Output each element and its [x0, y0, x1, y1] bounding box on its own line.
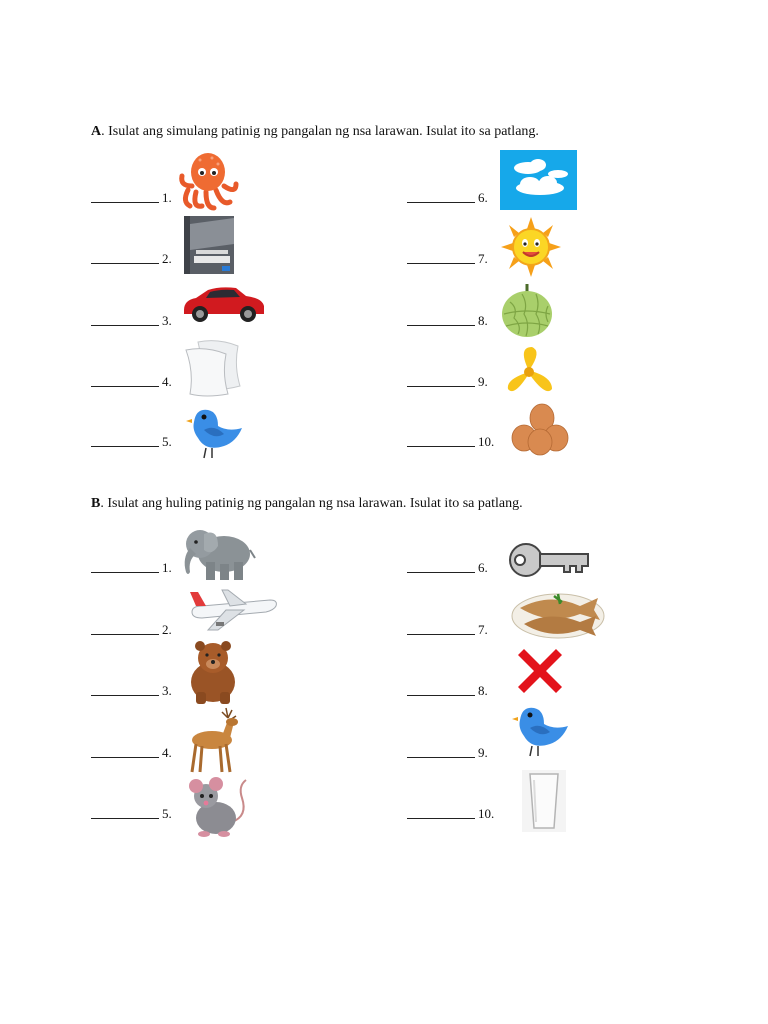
- answer-blank[interactable]: [91, 757, 159, 758]
- section-b-letter: B: [91, 496, 101, 511]
- answer-blank[interactable]: [91, 818, 159, 819]
- section-b-instruction: [91, 496, 523, 512]
- bird-icon: [510, 702, 572, 760]
- item-number: 6.: [478, 560, 488, 575]
- book-icon: [182, 214, 238, 276]
- section-a-letter: A: [91, 124, 102, 139]
- sugar-apple-icon: [500, 282, 554, 338]
- elephant-icon: [178, 524, 256, 582]
- pillow-icon: [182, 336, 244, 396]
- item-number: 6.: [478, 190, 488, 205]
- item-number: 10.: [478, 806, 495, 821]
- deer-icon: [186, 706, 242, 776]
- answer-blank[interactable]: [91, 695, 159, 696]
- answer-blank[interactable]: [91, 446, 159, 447]
- glass-icon: [522, 770, 566, 832]
- sun-icon: [500, 217, 562, 277]
- octopus-icon: [178, 150, 240, 210]
- key-icon: [506, 538, 592, 582]
- answer-blank[interactable]: [91, 325, 159, 326]
- answer-blank[interactable]: [407, 202, 475, 203]
- item-number: 9.: [478, 374, 488, 389]
- answer-blank[interactable]: [91, 386, 159, 387]
- item-number: 4.: [162, 745, 172, 760]
- item-number: 2.: [162, 251, 172, 266]
- answer-blank[interactable]: [91, 572, 159, 573]
- mouse-icon: [184, 776, 252, 838]
- answer-blank[interactable]: [407, 757, 475, 758]
- fish-plate-icon: [510, 586, 606, 640]
- section-a-instruction: [91, 124, 539, 140]
- item-number: 7.: [478, 251, 488, 266]
- answer-blank[interactable]: [407, 386, 475, 387]
- section-b-instruction-text: . Isulat ang huling patinig ng pangalan ng nsa larawan. Isulat ito sa patlang.: [100, 496, 523, 511]
- item-number: 5.: [162, 806, 172, 821]
- clouds-icon: [500, 150, 577, 210]
- item-number: 1.: [162, 190, 172, 205]
- answer-blank[interactable]: [91, 202, 159, 203]
- answer-blank[interactable]: [407, 446, 475, 447]
- eggs-icon: [508, 400, 572, 456]
- item-number: 3.: [162, 313, 172, 328]
- answer-blank[interactable]: [407, 572, 475, 573]
- answer-blank[interactable]: [407, 818, 475, 819]
- item-number: 1.: [162, 560, 172, 575]
- answer-blank[interactable]: [407, 263, 475, 264]
- airplane-icon: [186, 582, 280, 634]
- section-a-instruction-text: . Isulat ang simulang patinig ng pangalan ng nsa larawan. Isulat ito sa patlang.: [101, 124, 539, 139]
- item-number: 9.: [478, 745, 488, 760]
- item-number: 3.: [162, 683, 172, 698]
- item-number: 8.: [478, 313, 488, 328]
- bear-icon: [186, 640, 240, 704]
- item-number: 8.: [478, 683, 488, 698]
- answer-blank[interactable]: [407, 634, 475, 635]
- answer-blank[interactable]: [407, 325, 475, 326]
- electric-fan-icon: [502, 345, 556, 397]
- red-x-icon: [514, 645, 566, 697]
- item-number: 2.: [162, 622, 172, 637]
- item-number: 10.: [478, 434, 495, 449]
- item-number: 4.: [162, 374, 172, 389]
- answer-blank[interactable]: [407, 695, 475, 696]
- car-icon: [180, 282, 268, 324]
- answer-blank[interactable]: [91, 634, 159, 635]
- item-number: 5.: [162, 434, 172, 449]
- bird-icon: [184, 402, 246, 462]
- item-number: 7.: [478, 622, 488, 637]
- answer-blank[interactable]: [91, 263, 159, 264]
